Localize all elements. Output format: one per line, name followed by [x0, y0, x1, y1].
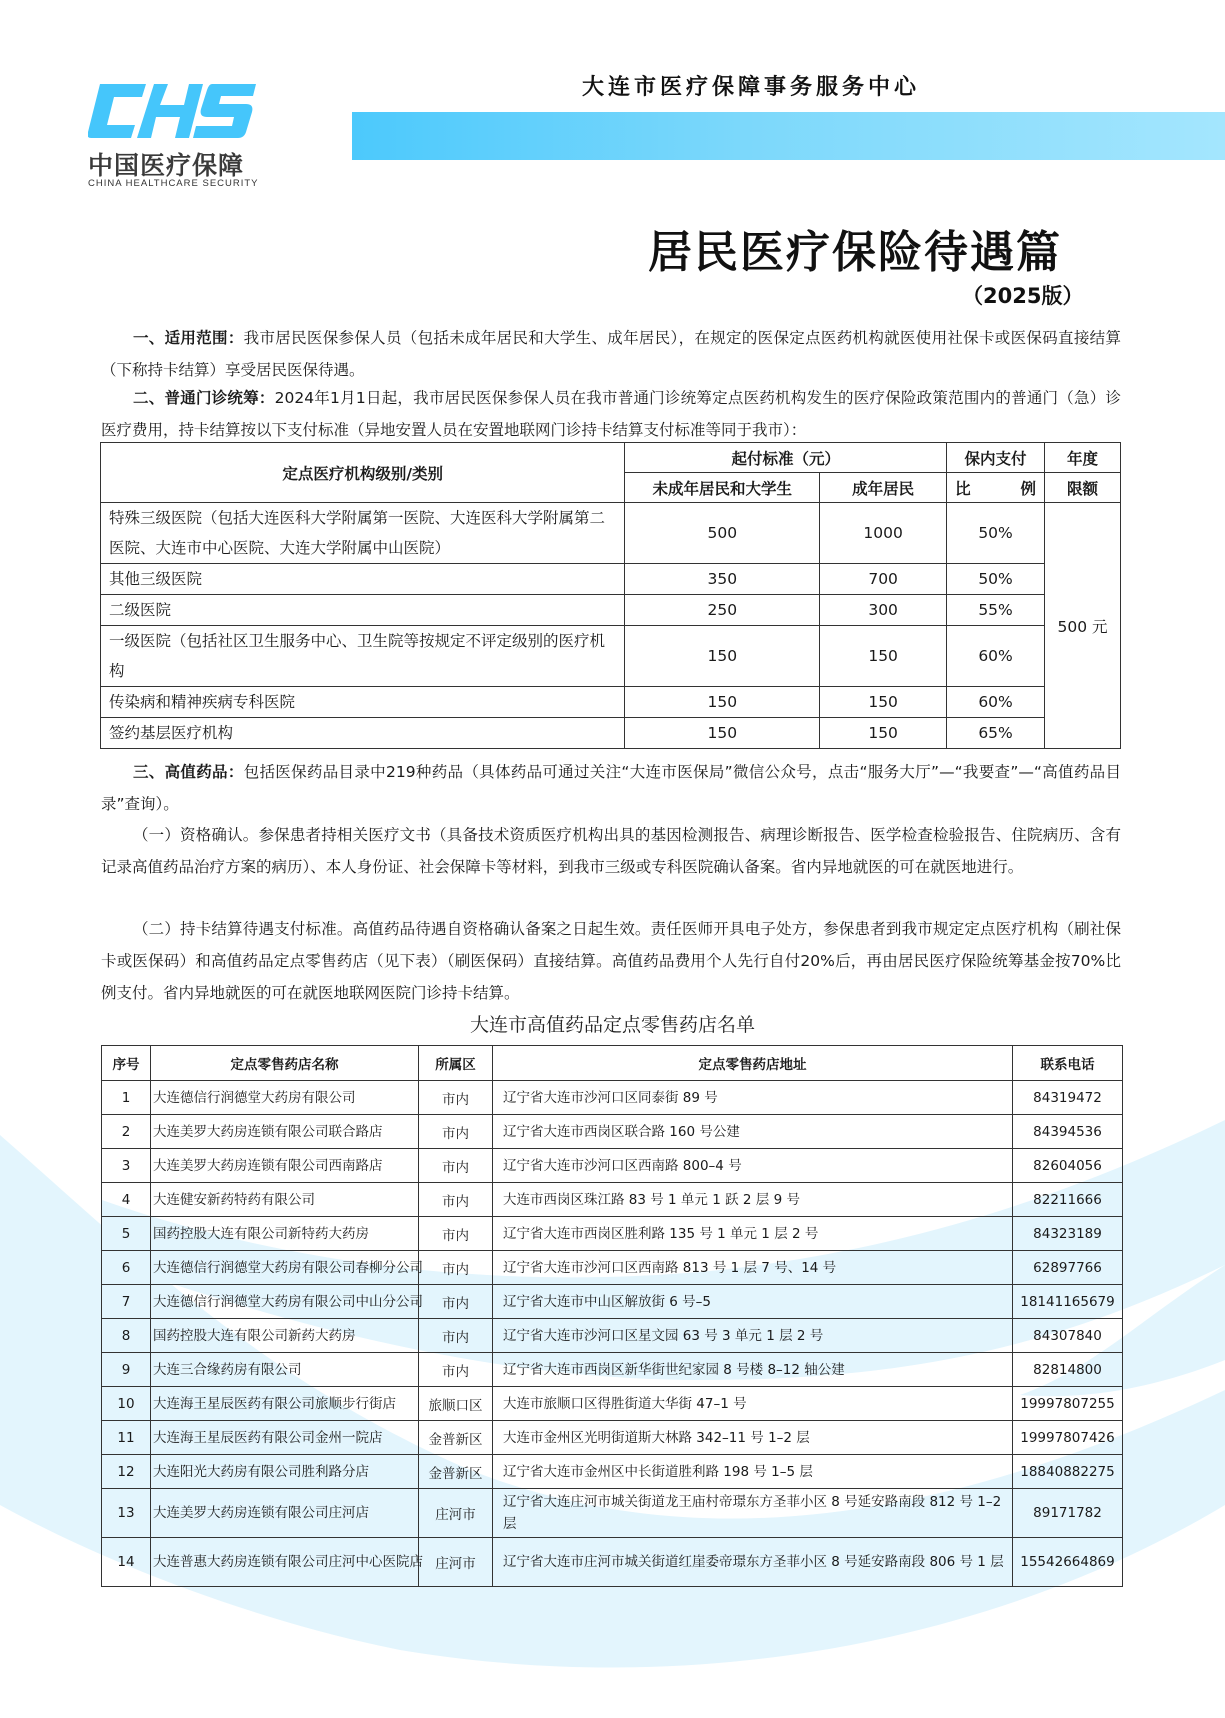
section-outpatient [101, 382, 1121, 446]
row-phone: 82211666 [1013, 1183, 1123, 1217]
row-address: 辽宁省大连庄河市城关街道龙王庙村帝璟东方圣菲小区 8 号延安路南段 812 号 1–2 层 [493, 1489, 1013, 1538]
row-no: 13 [102, 1489, 151, 1538]
row-pharmacy-name: 大连普惠大药房连锁有限公司庄河中心医院店 [151, 1538, 419, 1587]
row-category: 传染病和精神疾病专科医院 [101, 687, 625, 718]
row-address: 辽宁省大连市西岗区胜利路 135 号 1 单元 1 层 2 号 [493, 1217, 1013, 1251]
row-pharmacy-name: 大连三合缘药房有限公司 [151, 1353, 419, 1387]
logo-english-text: CHINA HEALTHCARE SECURITY [88, 178, 259, 189]
table-row [102, 1489, 1123, 1538]
header-area: 所属区 [419, 1046, 493, 1081]
row-phone: 82814800 [1013, 1353, 1123, 1387]
row-pharmacy-name: 大连德信行润德堂大药房有限公司 [151, 1081, 419, 1115]
row-pharmacy-name: 大连阳光大药房有限公司胜利路分店 [151, 1455, 419, 1489]
row-area: 金普新区 [419, 1421, 493, 1455]
header-category: 定点医疗机构级别/类别 [101, 443, 625, 503]
row-pharmacy-name: 大连海王星辰医药有限公司旅顺步行街店 [151, 1387, 419, 1421]
outpatient-payment-table [100, 442, 1121, 749]
header-address: 定点零售药店地址 [493, 1046, 1013, 1081]
row-no: 6 [102, 1251, 151, 1285]
pharmacy-list-table [101, 1045, 1123, 1587]
row-address: 辽宁省大连市金州区中长街道胜利路 198 号 1–5 层 [493, 1455, 1013, 1489]
row-pharmacy-name: 大连健安新药特药有限公司 [151, 1183, 419, 1217]
row-no: 10 [102, 1387, 151, 1421]
row-ratio: 50% [947, 564, 1045, 595]
row-address: 大连市西岗区珠江路 83 号 1 单元 1 跃 2 层 9 号 [493, 1183, 1013, 1217]
pharmacy-list-title: 大连市高值药品定点零售药店名单 [469, 1014, 755, 1036]
row-no: 2 [102, 1115, 151, 1149]
header-banner [352, 112, 1225, 160]
table-row [101, 687, 1121, 718]
row-ratio: 50% [947, 503, 1045, 564]
table-row [101, 718, 1121, 749]
row-area: 旅顺口区 [419, 1387, 493, 1421]
row-address: 大连市旅顺口区得胜街道大华街 47–1 号 [493, 1387, 1013, 1421]
table-row [102, 1319, 1123, 1353]
row-pharmacy-name: 大连美罗大药房连锁有限公司西南路店 [151, 1149, 419, 1183]
row-address: 辽宁省大连市沙河口区星文园 63 号 3 单元 1 层 2 号 [493, 1319, 1013, 1353]
table-row [102, 1353, 1123, 1387]
row-area: 庄河市 [419, 1538, 493, 1587]
row-adult: 150 [820, 687, 947, 718]
row-category: 签约基层医疗机构 [101, 718, 625, 749]
row-phone: 84307840 [1013, 1319, 1123, 1353]
page-title: 居民医疗保险待遇篇 [648, 227, 1062, 278]
header-limit-bottom: 限额 [1045, 473, 1121, 503]
row-no: 5 [102, 1217, 151, 1251]
section-outpatient-heading: 二、普通门诊统筹： [133, 389, 275, 407]
row-category: 一级医院（包括社区卫生服务中心、卫生院等按规定不评定级别的医疗机构 [101, 626, 625, 687]
section-outpatient-text: 2024年1月1日起，我市居民医保参保人员在我市普通门诊统筹定点医药机构发生的医疗保险政策范围内的普通门（急）诊医疗费用，持卡结算按以下支付标准（异地安置人员在安置地联网门诊持卡结算支付标准等同于我市）： [101, 389, 1121, 439]
row-ratio: 55% [947, 595, 1045, 626]
table-row [102, 1183, 1123, 1217]
header-no: 序号 [102, 1046, 151, 1081]
row-phone: 62897766 [1013, 1251, 1123, 1285]
row-area: 市内 [419, 1115, 493, 1149]
organization-name: 大连市医疗保障事务服务中心 [582, 74, 921, 100]
annual-limit: 500 元 [1045, 503, 1121, 749]
row-phone: 89171782 [1013, 1489, 1123, 1538]
row-adult: 150 [820, 626, 947, 687]
pharmacy-list-body [102, 1081, 1123, 1587]
table-header-row [101, 443, 1121, 473]
row-address: 辽宁省大连市庄河市城关街道红崖委帝璟东方圣菲小区 8 号延安路南段 806 号 1 层 [493, 1538, 1013, 1587]
row-area: 金普新区 [419, 1455, 493, 1489]
row-address: 辽宁省大连市沙河口区西南路 800–4 号 [493, 1149, 1013, 1183]
header-ratio-bottom-right: 例 [1020, 479, 1037, 498]
row-pharmacy-name: 大连德信行润德堂大药房有限公司春柳分公司 [151, 1251, 419, 1285]
row-area: 市内 [419, 1081, 493, 1115]
table-row [101, 595, 1121, 626]
table-row [102, 1387, 1123, 1421]
row-area: 市内 [419, 1251, 493, 1285]
header-ratio-bottom-left: 比 [955, 479, 971, 498]
table-row [102, 1081, 1123, 1115]
row-area: 市内 [419, 1353, 493, 1387]
row-phone: 84323189 [1013, 1217, 1123, 1251]
table-header-row [102, 1046, 1123, 1081]
row-pharmacy-name: 大连海王星辰医药有限公司金州一院店 [151, 1421, 419, 1455]
row-phone: 84394536 [1013, 1115, 1123, 1149]
edition-label: （2025版） [962, 284, 1084, 308]
header-limit-top: 年度 [1045, 443, 1121, 473]
table-row [102, 1455, 1123, 1489]
row-no: 9 [102, 1353, 151, 1387]
row-address: 辽宁省大连市沙河口区西南路 813 号 1 层 7 号、14 号 [493, 1251, 1013, 1285]
section-scope-heading: 一、适用范围： [133, 329, 244, 347]
row-adult: 1000 [820, 503, 947, 564]
row-ratio: 60% [947, 626, 1045, 687]
table-row [101, 626, 1121, 687]
row-address: 辽宁省大连市沙河口区同泰街 89 号 [493, 1081, 1013, 1115]
row-phone: 82604056 [1013, 1149, 1123, 1183]
row-no: 8 [102, 1319, 151, 1353]
row-no: 1 [102, 1081, 151, 1115]
row-no: 12 [102, 1455, 151, 1489]
section-drugs-text: 包括医保药品目录中219种药品（具体药品可通过关注“大连市医保局”微信公众号，点击“服务大厅”—“我要查”—“高值药品目录”查询）。 [101, 763, 1121, 813]
row-no: 14 [102, 1538, 151, 1587]
row-adult: 700 [820, 564, 947, 595]
row-minor: 500 [625, 503, 820, 564]
header-phone: 联系电话 [1013, 1046, 1123, 1081]
table-row [101, 503, 1121, 564]
row-phone: 84319472 [1013, 1081, 1123, 1115]
row-address: 辽宁省大连市中山区解放街 6 号–5 [493, 1285, 1013, 1319]
logo-chinese-text: 中国医疗保障 [88, 151, 245, 180]
row-minor: 250 [625, 595, 820, 626]
row-area: 市内 [419, 1217, 493, 1251]
section-drugs-qualification: （一）资格确认。参保患者持相关医疗文书（具备技术资质医疗机构出具的基因检测报告、病理诊断报告、医学检查检验报告、住院病历、含有记录高值药品治疗方案的病历）、本人身份证、社会保障卡等材料，到我市三级或专科医院确认备案。省内异地就医的可在就医地进行。 [101, 826, 1121, 876]
table-row [101, 564, 1121, 595]
header-deductible: 起付标准（元） [625, 443, 947, 473]
row-area: 市内 [419, 1183, 493, 1217]
table-row [102, 1538, 1123, 1587]
table-row [102, 1421, 1123, 1455]
row-phone: 19997807426 [1013, 1421, 1123, 1455]
section-drugs-settlement: （二）持卡结算待遇支付标准。高值药品待遇自资格确认备案之日起生效。责任医师开具电子处方，参保患者到我市规定定点医疗机构（刷社保卡或医保码）和高值药品定点零售药店（见下表）（刷医保码）直接结算。高值药品费用个人先行自付20%后，再由居民医疗保险统筹基金按70%比例支付。省内异地就医的可在就医地联网医院门诊持卡结算。 [101, 920, 1121, 1002]
row-area: 市内 [419, 1149, 493, 1183]
row-address: 辽宁省大连市西岗区新华街世纪家园 8 号楼 8–12 轴公建 [493, 1353, 1013, 1387]
row-minor: 350 [625, 564, 820, 595]
row-ratio: 65% [947, 718, 1045, 749]
header-minor: 未成年居民和大学生 [625, 473, 820, 503]
header-name: 定点零售药店名称 [151, 1046, 419, 1081]
row-no: 11 [102, 1421, 151, 1455]
table-row [102, 1149, 1123, 1183]
row-no: 7 [102, 1285, 151, 1319]
row-area: 市内 [419, 1319, 493, 1353]
row-adult: 300 [820, 595, 947, 626]
row-minor: 150 [625, 687, 820, 718]
row-address: 大连市金州区光明街道斯大林路 342–11 号 1–2 层 [493, 1421, 1013, 1455]
row-no: 4 [102, 1183, 151, 1217]
row-pharmacy-name: 大连美罗大药房连锁有限公司联合路店 [151, 1115, 419, 1149]
row-category: 其他三级医院 [101, 564, 625, 595]
row-ratio: 60% [947, 687, 1045, 718]
row-area: 市内 [419, 1285, 493, 1319]
table-row [102, 1115, 1123, 1149]
header-ratio-bottom [947, 473, 1045, 503]
header-ratio-top: 保内支付 [947, 443, 1045, 473]
row-phone: 19997807255 [1013, 1387, 1123, 1421]
row-area: 庄河市 [419, 1489, 493, 1538]
row-minor: 150 [625, 718, 820, 749]
table-row [102, 1217, 1123, 1251]
row-no: 3 [102, 1149, 151, 1183]
row-pharmacy-name: 大连美罗大药房连锁有限公司庄河店 [151, 1489, 419, 1538]
chs-logo-icon [88, 84, 256, 138]
row-phone: 18141165679 [1013, 1285, 1123, 1319]
section-scope-text: 我市居民医保参保人员（包括未成年居民和大学生、成年居民），在规定的医保定点医药机构就医使用社保卡或医保码直接结算（下称持卡结算）享受居民医保待遇。 [101, 329, 1121, 379]
row-phone: 18840882275 [1013, 1455, 1123, 1489]
row-minor: 150 [625, 626, 820, 687]
row-adult: 150 [820, 718, 947, 749]
row-category: 特殊三级医院（包括大连医科大学附属第一医院、大连医科大学附属第二医院、大连市中心医院、大连大学附属中山医院） [101, 503, 625, 564]
table-row [102, 1285, 1123, 1319]
table-row [102, 1251, 1123, 1285]
section-scope [101, 322, 1121, 386]
section-drugs-heading: 三、高值药品： [133, 763, 244, 781]
row-address: 辽宁省大连市西岗区联合路 160 号公建 [493, 1115, 1013, 1149]
header-adult: 成年居民 [820, 473, 947, 503]
row-pharmacy-name: 大连德信行润德堂大药房有限公司中山分公司 [151, 1285, 419, 1319]
row-phone: 15542664869 [1013, 1538, 1123, 1587]
row-pharmacy-name: 国药控股大连有限公司新药大药房 [151, 1319, 419, 1353]
section-high-value-drugs [101, 756, 1121, 820]
row-category: 二级医院 [101, 595, 625, 626]
row-pharmacy-name: 国药控股大连有限公司新特药大药房 [151, 1217, 419, 1251]
